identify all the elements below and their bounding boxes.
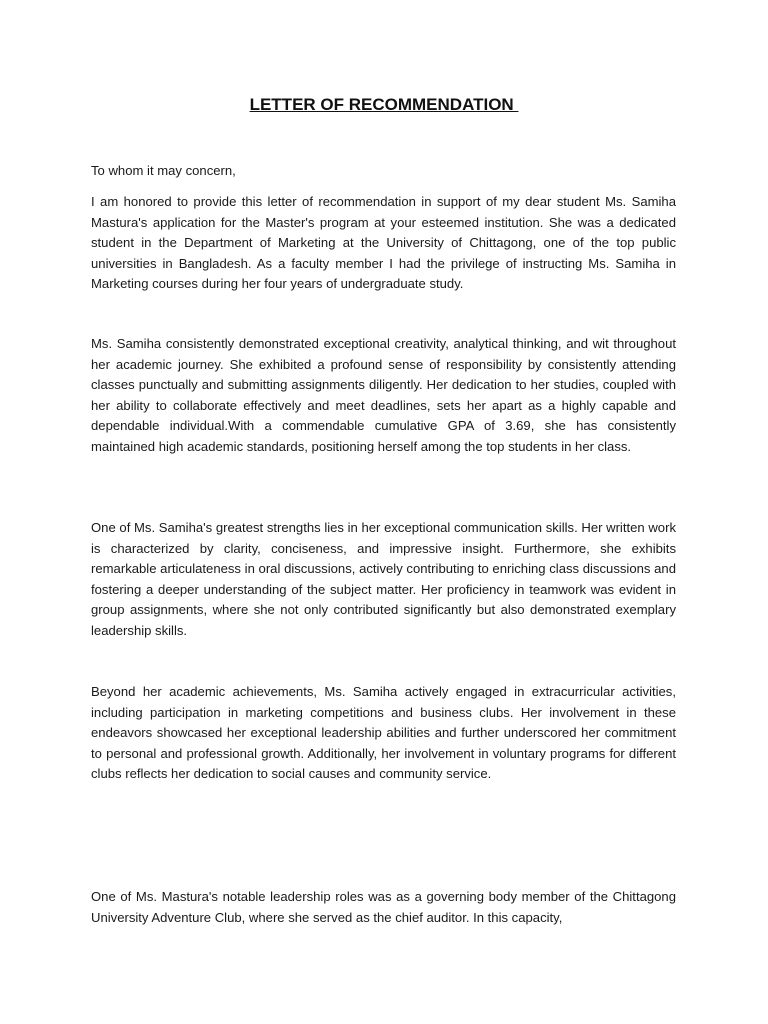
- salutation: To whom it may concern,: [91, 163, 236, 178]
- paragraph-academic: Ms. Samiha consistently demonstrated exceptional creativity, analytical thinking, and wit throughout her academic journey. She exhibited a profound sense of responsibility by consistently attending classes punctually and submitting assignments diligently. Her dedication to her studies, coupled with her ability to collaborate effectively and meet deadlines, sets her apart as a highly capable and dependable individual.With a commendable cumulative GPA of 3.69, she has consistently maintained high academic standards, positioning herself among the top students in her class.: [91, 336, 676, 454]
- paragraph-intro: I am honored to provide this letter of recommendation in support of my dear student Ms. Samiha Mastura's application for the Master's program at your esteemed institution. She was a dedicated student in the Department of Marketing at the University of Chittagong, one of the top public universities in Bangladesh. As a faculty member I had the privilege of instructing Ms. Samiha in Marketing courses during her four years of undergraduate study.: [91, 194, 676, 291]
- paragraph-extracurricular: Beyond her academic achievements, Ms. Samiha actively engaged in extracurricular activities, including participation in marketing competitions and business clubs. Her involvement in these endeavors showcased her exceptional leadership abilities and further underscored her commitment to personal and professional growth. Additionally, her involvement in voluntary programs for different clubs reflects her dedication to social causes and community service.: [91, 684, 676, 781]
- paragraph-communication: One of Ms. Samiha's greatest strengths lies in her exceptional communication skills. Her written work is characterized by clarity, conciseness, and impressive insight. Furthermore, she exhibits remarkable articulateness in oral discussions, actively contributing to enriching class discussions and fostering a deeper understanding of the subject matter. Her proficiency in teamwork was evident in group assignments, where she not only contributed significantly but also demonstrated exemplary leadership skills.: [91, 520, 676, 638]
- paragraph-leadership: One of Ms. Mastura's notable leadership roles was as a governing body member of the Chittagong University Adventure Club, where she served as the chief auditor. In this capacity,: [91, 889, 676, 925]
- letter-title: LETTER OF RECOMMENDATION: [249, 95, 519, 114]
